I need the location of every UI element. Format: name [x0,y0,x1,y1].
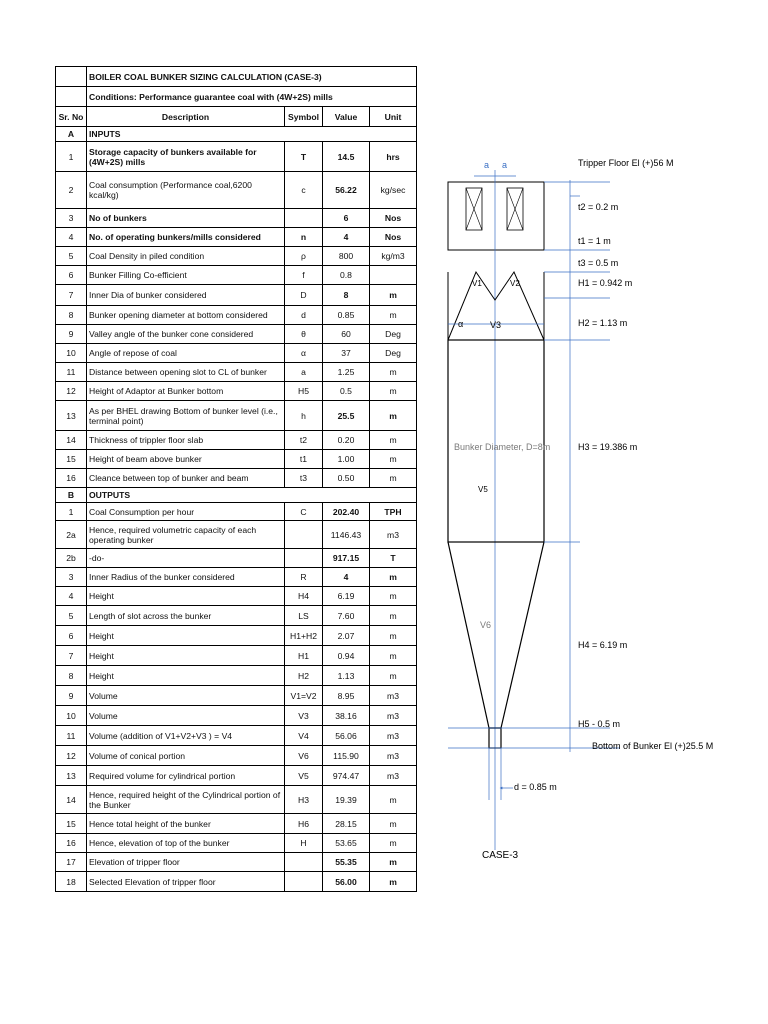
row-symbol: a [285,363,323,382]
row-value: 14.5 [323,142,370,172]
row-value: 28.15 [323,814,370,834]
blank-cell [56,87,87,107]
row-symbol: t1 [285,450,323,469]
row-description: Selected Elevation of tripper floor [87,872,285,892]
row-symbol: R [285,568,323,587]
row-sr: 9 [56,325,87,344]
row-description: Coal consumption (Performance coal,6200 kcal/kg) [87,172,285,209]
row-unit: Deg [370,344,417,363]
row-sr: 9 [56,686,87,706]
row-description: Thickness of trippler floor slab [87,431,285,450]
row-sr: 8 [56,306,87,325]
row-sr: 2 [56,172,87,209]
row-value: 0.20 [323,431,370,450]
row-sr: 10 [56,706,87,726]
row-value: 2.07 [323,626,370,646]
row-sr: 14 [56,431,87,450]
row-sr: 16 [56,469,87,488]
table-row [56,606,417,626]
row-description: Hence total height of the bunker [87,814,285,834]
h2-label: H2 = 1.13 m [578,318,628,328]
row-description: Angle of repose of coal [87,344,285,363]
row-unit: m [370,306,417,325]
row-symbol: D [285,285,323,306]
row-symbol: h [285,401,323,431]
row-symbol: θ [285,325,323,344]
row-symbol: d [285,306,323,325]
v2-label: V2 [510,279,520,288]
bottom-label: Bottom of Bunker El (+)25.5 M [592,741,714,751]
cylinder-body [448,340,544,542]
row-description: Valley angle of the bunker cone considered [87,325,285,344]
row-value: 37 [323,344,370,363]
row-unit: m [370,469,417,488]
row-unit: m3 [370,521,417,549]
a-label-left: a [484,160,490,170]
section-b-name: OUTPUTS [87,488,417,503]
t3-label: t3 = 0.5 m [578,258,619,268]
t1-label: t1 = 1 m [578,236,611,246]
table-row [56,469,417,488]
table-row [56,814,417,834]
table-row [56,401,417,431]
table-row [56,587,417,606]
row-unit: m [370,568,417,587]
row-description: Volume [87,686,285,706]
row-description: Inner Dia of bunker considered [87,285,285,306]
row-sr: 17 [56,853,87,872]
row-value: 115.90 [323,746,370,766]
row-unit: m [370,814,417,834]
header-value: Value [323,107,370,127]
row-sr: 5 [56,606,87,626]
row-description: Hence, required volumetric capacity of each operating bunker [87,521,285,549]
v6-label: V6 [480,620,492,630]
table-row [56,521,417,549]
row-description: Cleance between top of bunker and beam [87,469,285,488]
row-sr: 11 [56,363,87,382]
row-value: 0.85 [323,306,370,325]
row-unit: m [370,606,417,626]
row-unit: Deg [370,325,417,344]
alpha-label: α [458,319,464,329]
row-sr: 7 [56,285,87,306]
row-value: 60 [323,325,370,344]
row-sr: 4 [56,587,87,606]
header-sr: Sr. No [56,107,87,127]
row-value: 53.65 [323,834,370,853]
table-row [56,344,417,363]
row-value: 56.22 [323,172,370,209]
table-row [56,306,417,325]
row-description: Storage capacity of bunkers available for (4W+2S) mills [87,142,285,172]
row-description: Inner Radius of the bunker considered [87,568,285,587]
row-symbol: H [285,834,323,853]
row-description: Volume [87,706,285,726]
row-sr: 13 [56,401,87,431]
row-sr: 2b [56,549,87,568]
row-sr: 18 [56,872,87,892]
row-symbol: T [285,142,323,172]
row-description: Length of slot across the bunker [87,606,285,626]
row-sr: 4 [56,228,87,247]
row-symbol [285,521,323,549]
row-value: 56.00 [323,872,370,892]
row-value: 1.13 [323,666,370,686]
table-row [56,247,417,266]
table-row [56,450,417,469]
row-sr: 1 [56,142,87,172]
row-unit: m3 [370,766,417,786]
row-unit: m [370,587,417,606]
row-symbol: c [285,172,323,209]
row-sr: 8 [56,666,87,686]
row-unit: m [370,626,417,646]
row-sr: 2a [56,521,87,549]
diameter-label: Bunker Diameter, D=8m [454,442,551,452]
row-value: 4 [323,228,370,247]
row-sr: 3 [56,568,87,587]
row-symbol [285,872,323,892]
table-row [56,666,417,686]
row-description: Hence, elevation of top of the bunker [87,834,285,853]
row-symbol: C [285,503,323,521]
row-sr: 15 [56,450,87,469]
header-unit: Unit [370,107,417,127]
row-unit: m [370,834,417,853]
row-value: 6 [323,209,370,228]
row-sr: 13 [56,766,87,786]
row-unit: m [370,382,417,401]
table-row [56,172,417,209]
row-value: 1.25 [323,363,370,382]
row-description: Height [87,626,285,646]
table-row [56,766,417,786]
table-row [56,834,417,853]
row-description: Elevation of tripper floor [87,853,285,872]
row-value: 0.8 [323,266,370,285]
row-symbol: V5 [285,766,323,786]
row-description: No. of operating bunkers/mills considered [87,228,285,247]
table-row [56,285,417,306]
row-value: 1.00 [323,450,370,469]
bunker-diagram [420,140,720,880]
row-unit: m [370,431,417,450]
row-value: 8.95 [323,686,370,706]
v3-label: V3 [490,320,502,330]
row-unit: Nos [370,228,417,247]
row-value: 917.15 [323,549,370,568]
row-description: Bunker opening diameter at bottom considered [87,306,285,325]
v5-label: V5 [478,485,488,494]
row-unit: T [370,549,417,568]
row-symbol: V4 [285,726,323,746]
h5-label: H5 - 0.5 m [578,719,621,729]
row-value: 25.5 [323,401,370,431]
table-row [56,568,417,587]
row-value: 0.50 [323,469,370,488]
row-description: Coal Consumption per hour [87,503,285,521]
row-description: -do- [87,549,285,568]
row-description: Height of Adaptor at Bunker bottom [87,382,285,401]
row-value: 55.35 [323,853,370,872]
h1-label: H1 = 0.942 m [578,278,633,288]
row-unit: m [370,666,417,686]
header-symbol: Symbol [285,107,323,127]
table-row [56,382,417,401]
row-sr: 6 [56,626,87,646]
row-unit: m [370,853,417,872]
table-row [56,266,417,285]
section-a-name: INPUTS [87,127,417,142]
row-value: 8 [323,285,370,306]
table-row [56,228,417,247]
table-row [56,503,417,521]
row-symbol: H4 [285,587,323,606]
row-sr: 10 [56,344,87,363]
t2-label: t2 = 0.2 m [578,202,619,212]
cone-body [448,542,544,728]
row-sr: 5 [56,247,87,266]
row-description: Height of beam above bunker [87,450,285,469]
row-sr: 6 [56,266,87,285]
row-value: 0.94 [323,646,370,666]
row-unit: m3 [370,746,417,766]
row-symbol: H5 [285,382,323,401]
row-unit: m3 [370,726,417,746]
row-symbol: ρ [285,247,323,266]
row-symbol: V6 [285,746,323,766]
row-sr: 11 [56,726,87,746]
row-unit: TPH [370,503,417,521]
table-row [56,549,417,568]
a-label-right: a [502,160,508,170]
section-a-code: A [56,127,87,142]
table-row [56,746,417,766]
table-title: BOILER COAL BUNKER SIZING CALCULATION (CASE-3) [87,67,417,87]
row-sr: 3 [56,209,87,228]
table-row [56,706,417,726]
row-description: Hence, required height of the Cylindrical portion of the Bunker [87,786,285,814]
row-description: Distance between opening slot to CL of bunker [87,363,285,382]
table-row [56,325,417,344]
row-value: 38.16 [323,706,370,726]
row-sr: 14 [56,786,87,814]
row-unit: kg/m3 [370,247,417,266]
row-sr: 15 [56,814,87,834]
row-symbol: t3 [285,469,323,488]
tripper-floor-box [448,182,544,250]
row-symbol: H6 [285,814,323,834]
blank-cell [56,67,87,87]
table-row [56,142,417,172]
row-value: 0.5 [323,382,370,401]
table-row [56,363,417,382]
row-description: Coal Density in piled condition [87,247,285,266]
row-description: No of bunkers [87,209,285,228]
row-unit: m [370,646,417,666]
row-symbol: V1=V2 [285,686,323,706]
section-b-code: B [56,488,87,503]
v1-label: V1 [472,279,482,288]
case-label: CASE-3 [482,850,519,861]
table-row [56,853,417,872]
row-value: 202.40 [323,503,370,521]
table-row [56,726,417,746]
row-value: 800 [323,247,370,266]
row-symbol: LS [285,606,323,626]
row-symbol: n [285,228,323,247]
row-description: As per BHEL drawing Bottom of bunker level (i.e., terminal point) [87,401,285,431]
row-unit: m [370,450,417,469]
row-sr: 1 [56,503,87,521]
row-description: Bunker Filling Co-efficient [87,266,285,285]
row-symbol: H3 [285,786,323,814]
conditions-row: Conditions: Performance guarantee coal with (4W+2S) mills [87,87,417,107]
row-unit: m [370,872,417,892]
row-value: 7.60 [323,606,370,626]
row-description: Required volume for cylindrical portion [87,766,285,786]
row-symbol [285,209,323,228]
row-sr: 12 [56,382,87,401]
row-symbol: H1 [285,646,323,666]
row-description: Height [87,646,285,666]
h4-label: H4 = 6.19 m [578,640,628,650]
table-row [56,786,417,814]
row-symbol: H1+H2 [285,626,323,646]
row-value: 974.47 [323,766,370,786]
row-symbol: α [285,344,323,363]
h3-label: H3 = 19.386 m [578,442,638,452]
row-description: Volume (addition of V1+V2+V3 ) = V4 [87,726,285,746]
row-unit: kg/sec [370,172,417,209]
table-row [56,626,417,646]
table-row [56,209,417,228]
row-symbol [285,853,323,872]
row-value: 56.06 [323,726,370,746]
row-unit: hrs [370,142,417,172]
row-unit: m [370,363,417,382]
row-symbol: V3 [285,706,323,726]
row-symbol: t2 [285,431,323,450]
row-sr: 7 [56,646,87,666]
tripper-floor-label: Tripper Floor El (+)56 M [578,158,674,168]
calculation-table [55,66,417,892]
row-unit: m [370,786,417,814]
row-value: 6.19 [323,587,370,606]
row-sr: 12 [56,746,87,766]
table-row [56,431,417,450]
row-description: Height [87,587,285,606]
row-sr: 16 [56,834,87,853]
row-symbol [285,549,323,568]
row-description: Height [87,666,285,686]
row-unit: m3 [370,686,417,706]
row-description: Volume of conical portion [87,746,285,766]
row-unit: m [370,401,417,431]
row-symbol: f [285,266,323,285]
row-unit: m [370,285,417,306]
row-symbol: H2 [285,666,323,686]
row-unit [370,266,417,285]
table-row [56,646,417,666]
row-value: 1146.43 [323,521,370,549]
row-value: 19.39 [323,786,370,814]
header-description: Description [87,107,285,127]
row-value: 4 [323,568,370,587]
row-unit: m3 [370,706,417,726]
table-row [56,686,417,706]
table-row [56,872,417,892]
d-label: d = 0.85 m [514,782,557,792]
row-unit: Nos [370,209,417,228]
